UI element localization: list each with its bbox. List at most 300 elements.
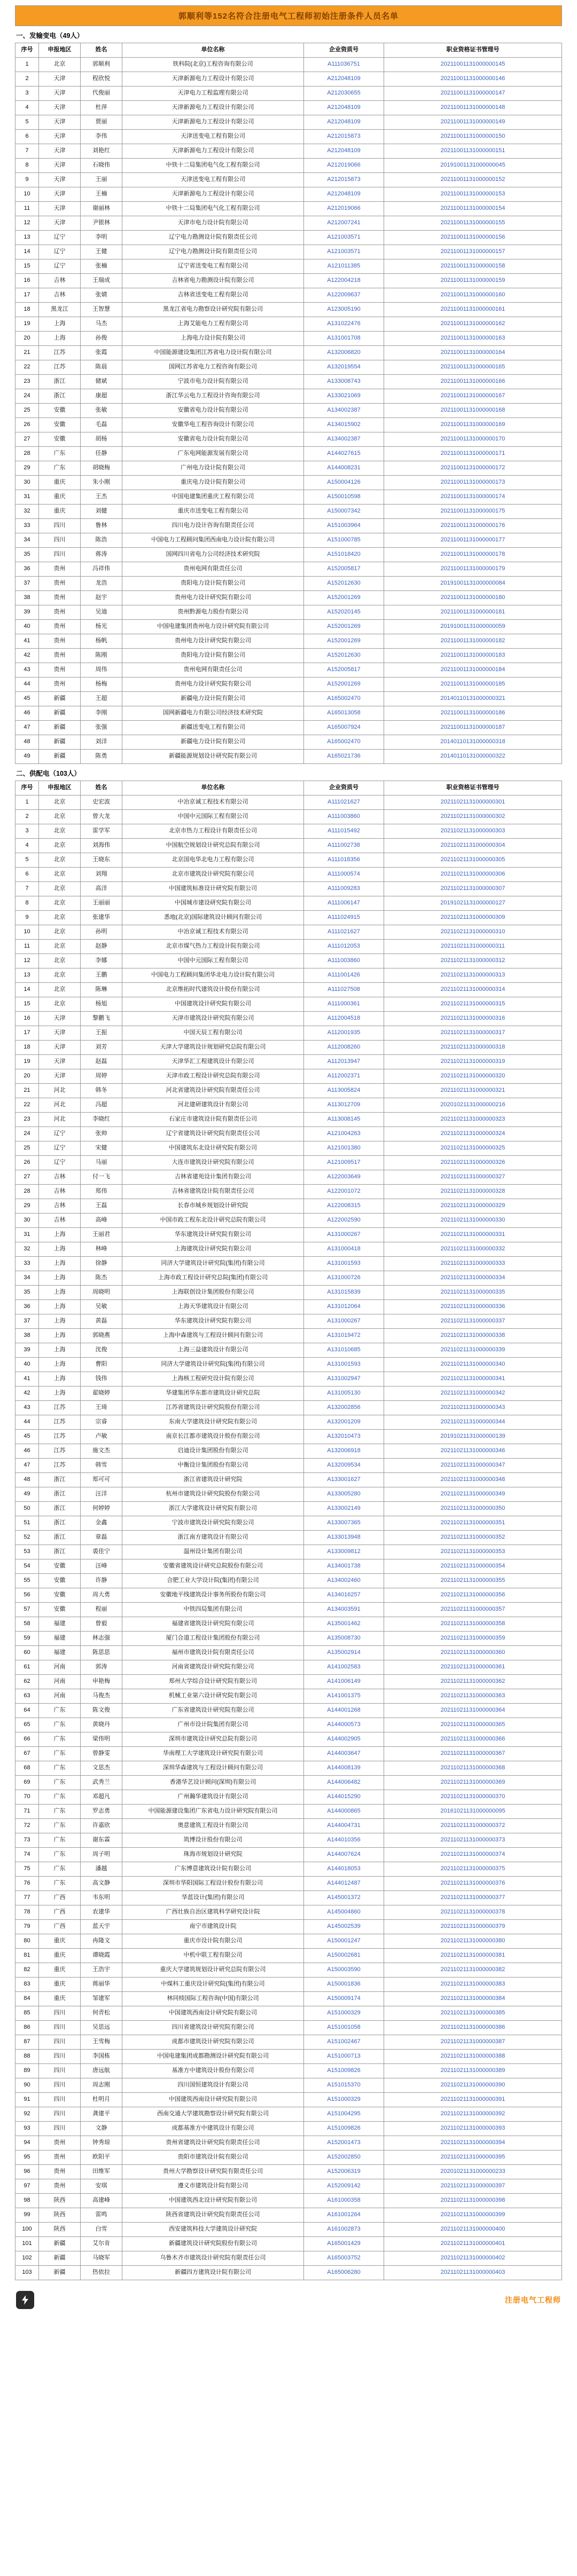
cell-region: 安徽 [39,1603,81,1617]
cell-cert-no: 20211021131000000314 [384,983,562,997]
cell-name: 高峰 [81,1214,122,1228]
cell-cert-no: 20211001131000000161 [384,303,562,317]
cell-company: 贵阳电力设计院有限公司 [122,577,304,591]
cell-company: 上海市政工程设计研究总院(集团)有限公司 [122,1271,304,1286]
cell-name: 杨帆 [81,634,122,649]
table-row [15,1877,562,1891]
cell-region: 四川 [39,548,81,562]
cell-cert-no: 20211021131000000331 [384,1228,562,1242]
cell-index: 61 [15,1660,39,1675]
cell-region: 天津 [39,130,81,144]
table-row [15,1776,562,1790]
cell-region: 安徽 [39,432,81,447]
cell-index: 18 [15,303,39,317]
table-row [15,1199,562,1214]
cell-region: 浙江 [39,1516,81,1531]
column-header: 序号 [15,43,39,58]
table-row [15,303,562,317]
table-row [15,1949,562,1963]
cell-name: 文思杰 [81,1761,122,1776]
cell-name: 龚建平 [81,2107,122,2122]
cell-region: 上海 [39,317,81,332]
cell-name: 施文杰 [81,1444,122,1459]
cell-region: 辽宁 [39,231,81,245]
cell-index: 62 [15,1675,39,1689]
cell-index: 47 [15,721,39,735]
cell-name: 代俊丽 [81,86,122,101]
table-row [15,1588,562,1603]
cell-index: 20 [15,332,39,346]
cell-company: 筑博设计股份有限公司 [122,1833,304,1848]
cell-company: 中国电建集团重庆工程有限公司 [122,490,304,505]
cell-cert-no: 20211021131000000349 [384,1487,562,1502]
cell-enterprise-no: A134001738 [304,1559,384,1574]
table-row [15,2136,562,2150]
cell-enterprise-no: A151000329 [304,2093,384,2107]
cell-name: 曾静雯 [81,1747,122,1761]
cell-company: 广东省建筑设计研究院有限公司 [122,1704,304,1718]
cell-region: 天津 [39,173,81,187]
cell-name: 周婷 [81,1069,122,1084]
cell-enterprise-no: A111006147 [304,896,384,911]
cell-index: 94 [15,2136,39,2150]
cell-company: 中国建筑西南设计研究院有限公司 [122,2093,304,2107]
table-row [15,692,562,706]
cell-region: 四川 [39,2093,81,2107]
cell-enterprise-no: A152001269 [304,634,384,649]
cell-name: 高洋 [81,882,122,896]
cell-company: 启迪设计集团股份有限公司 [122,1444,304,1459]
cell-index: 50 [15,1502,39,1516]
cell-index: 10 [15,925,39,940]
table-row [15,925,562,940]
cell-cert-no: 20211021131000000326 [384,1156,562,1170]
cell-region: 河北 [39,1113,81,1127]
table-row [15,721,562,735]
cell-enterprise-no: A165002470 [304,735,384,750]
cell-name: 李明 [81,231,122,245]
cell-company: 中铁十二局集团电气化工程有限公司 [122,202,304,216]
cell-cert-no: 20211021131000000327 [384,1170,562,1185]
cell-company: 天津新源电力工程设计有限公司 [122,144,304,159]
cell-cert-no: 20211001131000000160 [384,288,562,303]
cell-region: 四川 [39,533,81,548]
cell-enterprise-no: A121003571 [304,231,384,245]
cell-company: 奥意建筑工程设计有限公司 [122,1819,304,1833]
cell-enterprise-no: A212048109 [304,187,384,202]
cell-name: 汪洋 [81,1487,122,1502]
cell-region: 江苏 [39,346,81,360]
cell-company: 新疆送变电工程有限公司 [122,721,304,735]
table-row [15,360,562,375]
cell-cert-no: 20211021131000000341 [384,1372,562,1387]
cell-region: 吉林 [39,1185,81,1199]
cell-region: 安徽 [39,1588,81,1603]
cell-company: 陕西省建筑设计研究院有限责任公司 [122,2208,304,2223]
cell-enterprise-no: A161002873 [304,2223,384,2237]
cell-index: 20 [15,1069,39,1084]
cell-cert-no: 20211021131000000339 [384,1343,562,1358]
cell-name: 冉隆文 [81,1934,122,1949]
table-row [15,1689,562,1704]
cell-index: 44 [15,1415,39,1430]
cell-enterprise-no: A134002387 [304,404,384,418]
cell-name: 贾丽 [81,115,122,130]
table-row [15,1012,562,1026]
cell-name: 艾尔肯 [81,2237,122,2251]
cell-name: 曹阳 [81,1358,122,1372]
cell-company: 中国中元国际工程有限公司 [122,810,304,824]
cell-enterprise-no: A113005824 [304,1084,384,1098]
cell-enterprise-no: A212048109 [304,144,384,159]
cell-index: 55 [15,1574,39,1588]
cell-index: 18 [15,1041,39,1055]
table-row [15,1185,562,1199]
cell-enterprise-no: A151009826 [304,2064,384,2078]
cell-cert-no: 20211021131000000350 [384,1502,562,1516]
cell-cert-no: 20211001131000000157 [384,245,562,259]
cell-enterprise-no: A121001380 [304,1141,384,1156]
cell-region: 重庆 [39,476,81,490]
cell-cert-no: 20211001131000000182 [384,634,562,649]
cell-company: 新疆电力设计院有限公司 [122,735,304,750]
table-row [15,1905,562,1920]
cell-region: 新疆 [39,750,81,764]
cell-name: 陈勇 [81,750,122,764]
cell-name: 蓝天宇 [81,1920,122,1934]
cell-region: 上海 [39,1286,81,1300]
cell-company: 上海建筑设计研究院有限公司 [122,1242,304,1257]
cell-region: 广东 [39,461,81,476]
cell-region: 广东 [39,1761,81,1776]
cell-enterprise-no: A212030655 [304,86,384,101]
cell-name: 刘健 [81,505,122,519]
cell-cert-no: 20211001131000000184 [384,663,562,678]
table-row [15,317,562,332]
cell-name: 农建华 [81,1905,122,1920]
cell-cert-no: 20211001131000000163 [384,332,562,346]
cell-company: 国网新疆电力有限公司经济技术研究院 [122,706,304,721]
table-row [15,2179,562,2194]
cell-region: 四川 [39,2035,81,2050]
cell-company: 铁科院(北京)工程咨询有限公司 [122,58,304,72]
cell-region: 上海 [39,1329,81,1343]
cell-index: 34 [15,533,39,548]
column-header: 姓名 [81,781,122,795]
cell-index: 60 [15,1646,39,1660]
cell-region: 天津 [39,1012,81,1026]
cell-company: 中国能源建设集团江苏省电力设计院有限公司 [122,346,304,360]
cell-name: 马俊杰 [81,1689,122,1704]
cell-cert-no: 20211021131000000346 [384,1444,562,1459]
cell-cert-no: 20211021131000000361 [384,1660,562,1675]
cell-company: 北京市热力工程设计有限责任公司 [122,824,304,839]
table-row [15,1920,562,1934]
table-row [15,750,562,764]
cell-name: 王琦 [81,1401,122,1415]
cell-cert-no: 20211021131000000390 [384,2078,562,2093]
cell-name: 陈思思 [81,1646,122,1660]
cell-cert-no: 20211001131000000153 [384,187,562,202]
cell-region: 天津 [39,202,81,216]
cell-cert-no: 20211001131000000180 [384,591,562,605]
cell-name: 郑可可 [81,1473,122,1487]
cell-company: 天津新源电力工程设计有限公司 [122,115,304,130]
table-row [15,2050,562,2064]
cell-index: 16 [15,274,39,288]
cell-company: 黑龙江省电力勘察设计研究院有限公司 [122,303,304,317]
table-row [15,795,562,810]
cell-region: 安徽 [39,418,81,432]
cell-enterprise-no: A131001593 [304,1358,384,1372]
cell-index: 2 [15,72,39,86]
cell-index: 15 [15,997,39,1012]
table-row [15,1113,562,1127]
table-row [15,1358,562,1372]
table-row [15,2251,562,2266]
cell-cert-no: 20211021131000000324 [384,1127,562,1141]
cell-name: 潘越 [81,1862,122,1877]
cell-cert-no: 20211021131000000310 [384,925,562,940]
cell-company: 天津大学建筑设计规划研究总院有限公司 [122,1041,304,1055]
cell-enterprise-no: A151000329 [304,2006,384,2021]
cell-cert-no: 20211001131000000152 [384,173,562,187]
cell-enterprise-no: A141001375 [304,1689,384,1704]
cell-index: 66 [15,1732,39,1747]
table-row [15,997,562,1012]
cell-region: 重庆 [39,1934,81,1949]
cell-region: 广东 [39,1848,81,1862]
cell-index: 103 [15,2266,39,2280]
cell-cert-no: 20211021131000000365 [384,1718,562,1732]
cell-index: 14 [15,983,39,997]
cell-name: 郭晓燕 [81,1329,122,1343]
table-row [15,2021,562,2035]
cell-company: 香港华艺设计顾问(深圳)有限公司 [122,1776,304,1790]
cell-index: 8 [15,896,39,911]
cell-name: 陈琳 [81,983,122,997]
cell-company: 四川省建筑设计研究院有限公司 [122,2021,304,2035]
cell-region: 江苏 [39,1415,81,1430]
cell-cert-no: 20211021131000000316 [384,1012,562,1026]
cell-name: 龙浩 [81,577,122,591]
cell-region: 广东 [39,1776,81,1790]
cell-name: 宋健 [81,1141,122,1156]
cell-index: 46 [15,706,39,721]
cell-enterprise-no: A133008743 [304,375,384,389]
cell-name: 鲁林 [81,519,122,533]
cell-company: 华建集团华东都市建筑设计研究总院 [122,1387,304,1401]
cell-cert-no: 20211021131000000366 [384,1732,562,1747]
table-row [15,476,562,490]
cell-region: 陕西 [39,2194,81,2208]
cell-company: 安徽省建筑设计研究总院股份有限公司 [122,1559,304,1574]
cell-cert-no: 20211021131000000402 [384,2251,562,2266]
cell-enterprise-no: A135008730 [304,1632,384,1646]
cell-enterprise-no: A131005130 [304,1387,384,1401]
cell-cert-no: 20211001131000000148 [384,101,562,115]
table-row [15,1978,562,1992]
cell-cert-no: 20211021131000000312 [384,954,562,968]
cell-name: 汪峰 [81,1559,122,1574]
cell-cert-no: 20211021131000000303 [384,824,562,839]
table-row [15,130,562,144]
table-row [15,1833,562,1848]
cell-cert-no: 20211001131000000166 [384,375,562,389]
cell-cert-no: 20191021131000000127 [384,896,562,911]
cell-company: 天津市政工程设计研究总院有限公司 [122,1069,304,1084]
cell-company: 贵州电力设计研究院有限公司 [122,678,304,692]
cell-index: 45 [15,692,39,706]
cell-cert-no: 20211021131000000401 [384,2237,562,2251]
cell-company: 郑州大学综合设计研究院有限公司 [122,1675,304,1689]
cell-index: 101 [15,2237,39,2251]
table-row [15,1314,562,1329]
cell-company: 贵阳市建筑设计院有限公司 [122,2150,304,2165]
cell-name: 吴迪 [81,605,122,620]
cell-region: 新疆 [39,2237,81,2251]
table-row [15,1084,562,1098]
cell-region: 上海 [39,1343,81,1358]
cell-enterprise-no: A152012630 [304,577,384,591]
table-row [15,1559,562,1574]
cell-name: 马丽 [81,1156,122,1170]
cell-index: 84 [15,1992,39,2006]
cell-enterprise-no: A111002738 [304,839,384,853]
cell-cert-no: 20211001131000000158 [384,259,562,274]
table-row [15,548,562,562]
cell-cert-no: 20211021131000000403 [384,2266,562,2280]
cell-company: 新疆建筑设计研究院股份有限公司 [122,2237,304,2251]
cell-cert-no: 20211021131000000368 [384,1761,562,1776]
cell-index: 37 [15,577,39,591]
cell-region: 浙江 [39,1487,81,1502]
cell-enterprise-no: A111015492 [304,824,384,839]
table-row [15,2122,562,2136]
cell-enterprise-no: A121009517 [304,1156,384,1170]
cell-enterprise-no: A165006280 [304,2266,384,2280]
cell-cert-no: 20211001131000000179 [384,562,562,577]
cell-enterprise-no: A111001426 [304,968,384,983]
cell-company: 中国电力工程顾问集团西南电力设计院有限公司 [122,533,304,548]
cell-company: 安徽华电工程咨询设计有限公司 [122,418,304,432]
table-row [15,115,562,130]
cell-cert-no: 20211001131000000170 [384,432,562,447]
cell-region: 四川 [39,2078,81,2093]
cell-name: 张楠 [81,259,122,274]
cell-company: 天津市电力设计院有限公司 [122,216,304,231]
cell-company: 福州市建筑设计院有限责任公司 [122,1646,304,1660]
cell-index: 30 [15,1214,39,1228]
cell-company: 上海天华建筑设计有限公司 [122,1300,304,1314]
table-row [15,2093,562,2107]
cell-enterprise-no: A122003649 [304,1170,384,1185]
cell-region: 贵州 [39,2136,81,2150]
cell-region: 河南 [39,1660,81,1675]
cell-company: 成都市建筑设计研究院有限公司 [122,2035,304,2050]
cell-region: 四川 [39,2122,81,2136]
cell-cert-no: 20211021131000000372 [384,1819,562,1833]
cell-cert-no: 20211021131000000315 [384,997,562,1012]
cell-enterprise-no: A161001264 [304,2208,384,2223]
table-row [15,1545,562,1559]
cell-index: 5 [15,115,39,130]
cell-index: 24 [15,1127,39,1141]
cell-cert-no: 20211021131000000332 [384,1242,562,1257]
cell-region: 北京 [39,997,81,1012]
table-row [15,418,562,432]
table-row [15,1963,562,1978]
cell-index: 72 [15,1819,39,1833]
cell-enterprise-no: A121004263 [304,1127,384,1141]
column-header: 姓名 [81,43,122,58]
table-row [15,853,562,868]
cell-cert-no: 20211001131000000149 [384,115,562,130]
cell-enterprise-no: A111009283 [304,882,384,896]
cell-index: 57 [15,1603,39,1617]
column-header: 申报地区 [39,43,81,58]
cell-region: 四川 [39,2050,81,2064]
cell-enterprise-no: A141002583 [304,1660,384,1675]
cell-company: 贵州省建筑设计研究院有限责任公司 [122,2136,304,2150]
cell-enterprise-no: A165013058 [304,706,384,721]
column-header: 单位名称 [122,781,304,795]
cell-company: 辽宁电力勘测设计院有限责任公司 [122,245,304,259]
cell-name: 康超 [81,389,122,404]
cell-company: 厦门合道工程设计集团股份有限公司 [122,1632,304,1646]
cell-company: 重庆市设计院有限公司 [122,1934,304,1949]
cell-company: 中国航空规划设计研究总院有限公司 [122,839,304,853]
cell-index: 22 [15,360,39,375]
cell-enterprise-no: A132001209 [304,1415,384,1430]
table-row [15,968,562,983]
cell-name: 卢敏 [81,1430,122,1444]
footer-logo-icon [16,2291,34,2309]
cell-region: 上海 [39,1242,81,1257]
table-row [15,1675,562,1689]
cell-cert-no: 20211021131000000356 [384,1588,562,1603]
cell-cert-no: 20211021131000000389 [384,2064,562,2078]
cell-name: 欧阳平 [81,2150,122,2165]
cell-company: 中国市政工程东北设计研究总院有限公司 [122,1214,304,1228]
cell-name: 赵静 [81,940,122,954]
table-row [15,839,562,853]
cell-cert-no: 20211021131000000351 [384,1516,562,1531]
cell-company: 贵州电力设计研究院有限公司 [122,634,304,649]
cell-region: 重庆 [39,505,81,519]
cell-enterprise-no: A131002947 [304,1372,384,1387]
cell-name: 任静 [81,447,122,461]
cell-company: 中铁十二局集团电气化工程有限公司 [122,159,304,173]
cell-enterprise-no: A144008139 [304,1761,384,1776]
section-heading-distribution: 二、供配电（103人） [16,770,81,777]
cell-enterprise-no: A152005817 [304,562,384,577]
cell-region: 北京 [39,925,81,940]
cell-region: 天津 [39,159,81,173]
cell-name: 马晓军 [81,2251,122,2266]
table-row [15,1617,562,1632]
cell-cert-no: 20211021131000000311 [384,940,562,954]
cell-company: 浙江华云电力工程设计咨询有限公司 [122,389,304,404]
cell-region: 北京 [39,983,81,997]
cell-index: 12 [15,954,39,968]
cell-enterprise-no: A121011385 [304,259,384,274]
cell-enterprise-no: A144010356 [304,1833,384,1848]
table-row [15,882,562,896]
cell-region: 新疆 [39,2251,81,2266]
cell-cert-no: 20211001131000000171 [384,447,562,461]
cell-enterprise-no: A131000726 [304,1271,384,1286]
